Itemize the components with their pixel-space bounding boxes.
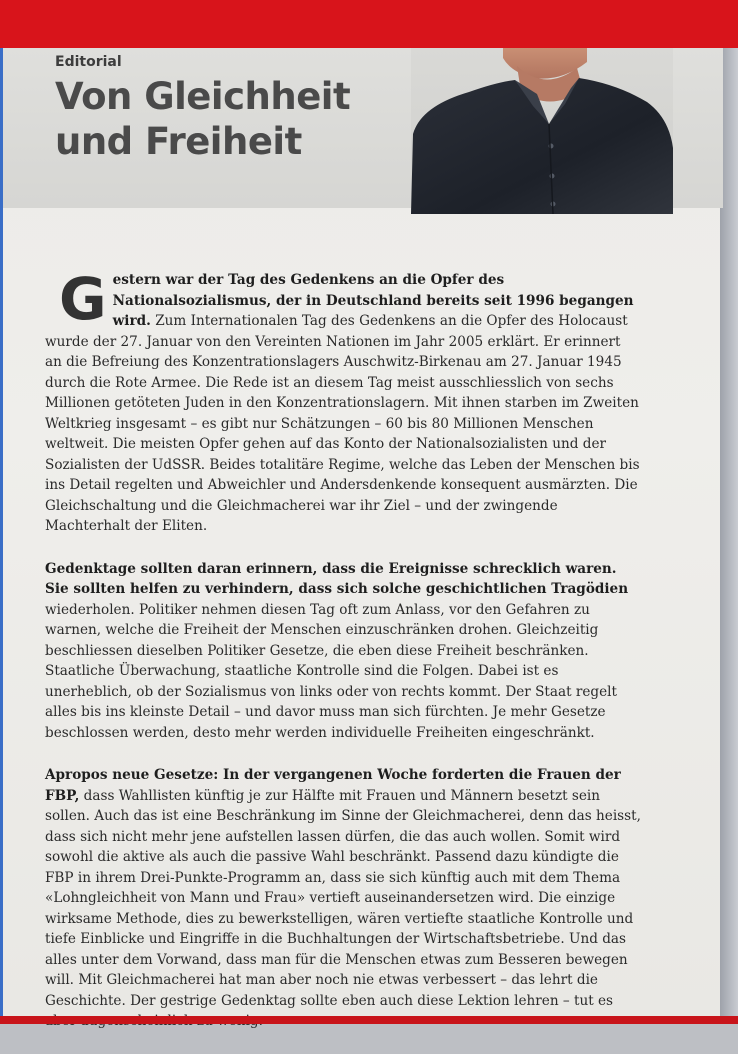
- paragraph-text: Zum Internationalen Tag des Gedenkens an die Opfer des Holocaust wurde der 27. Januar von den Vereinten Nationen im Jahr 2005 erklärt. Er erinnert an die Befreiung des Konzentrationslagers Auschwitz-Birkenau am 27. Januar 1945 durch die Rote Armee. Die Rede ist an diesem Tag meist ausschliesslich von sechs Millionen getöteten Juden in den Konzentrationslagern. Mit ihnen starben im Zweiten Weltkrieg insgesamt – es gibt nur Schätzungen – 60 bis 80 Millionen Menschen weltweit. Die meisten Opfer gehen auf das Konto der Nationalsozialisten und der Sozialisten der UdSSR. Beides totalitäre Regime, welche das Leben der Menschen bis ins Detail regelten und Abweichler und Andersdenkende konsequent ausmärzten. Die Gleichschaltung und die Gleichmacherei war ihr Ziel – und der zwingende Machterhalt der Eliten.: [45, 313, 640, 534]
- article-header: [3, 48, 723, 208]
- article-body: [45, 265, 641, 1054]
- paragraph-1: [45, 265, 641, 537]
- paragraph-lead: estern war der Tag des Gedenkens an die Opfer des Nationalsozialismus, der in Deutschland bereits seit 1996 begangen wird.: [112, 272, 634, 329]
- paragraph-3: [45, 765, 641, 1032]
- paragraph-lead: Gedenktage sollten daran erinnern, dass die Ereignisse schrecklich waren. Sie sollten helfen zu verhindern, dass sich solche geschichtlichen Tragödien: [45, 560, 629, 597]
- article-headline: Von Gleichheit und Freiheit: [55, 75, 351, 163]
- newspaper-page: [0, 48, 720, 1016]
- drop-cap: G: [59, 265, 107, 333]
- top-red-bar: [0, 0, 738, 48]
- paragraph-text: wiederholen. Politiker nehmen diesen Tag oft zum Anlass, vor den Gefahren zu warnen, welche die Freiheit der Menschen einzuschränken drohen. Gleichzeitig beschliessen dieselben Politiker Gesetze, die eben diese Freiheit beschränken. Staatliche Überwachung, staatliche Kontrolle sind die Folgen. Dabei ist es unerheblich, ob der Sozialismus von links oder von rechts kommt. Der Staat regelt alles bis ins kleinste Detail – und davor muss man sich fürchten. Je mehr Gesetze beschlossen werden, desto mehr werden individuelle Freiheiten eingeschränkt.: [45, 601, 617, 741]
- paragraph-text: dass Wahllisten künftig je zur Hälfte mit Frauen und Männern besetzt sein sollen. Auch das ist eine Beschränkung im Sinne der Gleichmacherei, denn das heisst, dass sich nicht mehr jene aufstellen lassen dürfen, die das auch wollen. Somit wird sowohl die aktive als auch die passive Wahl beschränkt. Passend dazu kündigte die FBP in ihrem Drei-Punkte-Programm an, dass sie sich künftig auch mit dem Thema «Lohngleichheit von Mann und Frau» vertieft auseinandersetzen wird. Die einzige wirksame Methode, dies zu bewerkstelligen, wären vertiefte staatliche Kontrolle und tiefe Einblicke und Eingriffe in die Buchhaltungen der Wirtschaftsbetriebe. Und das alles unter dem Vorwand, dass man für die Menschen etwas zum Besseren bewegen will. Mit Gleichmacherei hat man aber noch nie etwas verbessert – das lehrt die Geschichte. Der gestrige Gedenktag sollte eben auch diese Lektion lehren – tut es: [45, 787, 641, 1009]
- paragraph-lead: Apropos neue Gesetze: In der vergangenen Woche forderten die Frauen der FBP,: [45, 767, 621, 804]
- bottom-red-bar: [0, 1016, 738, 1024]
- author-photo: [411, 48, 673, 214]
- paragraph-2: [45, 559, 641, 744]
- section-kicker: Editorial: [55, 54, 122, 70]
- portrait-photo-icon: [411, 48, 673, 214]
